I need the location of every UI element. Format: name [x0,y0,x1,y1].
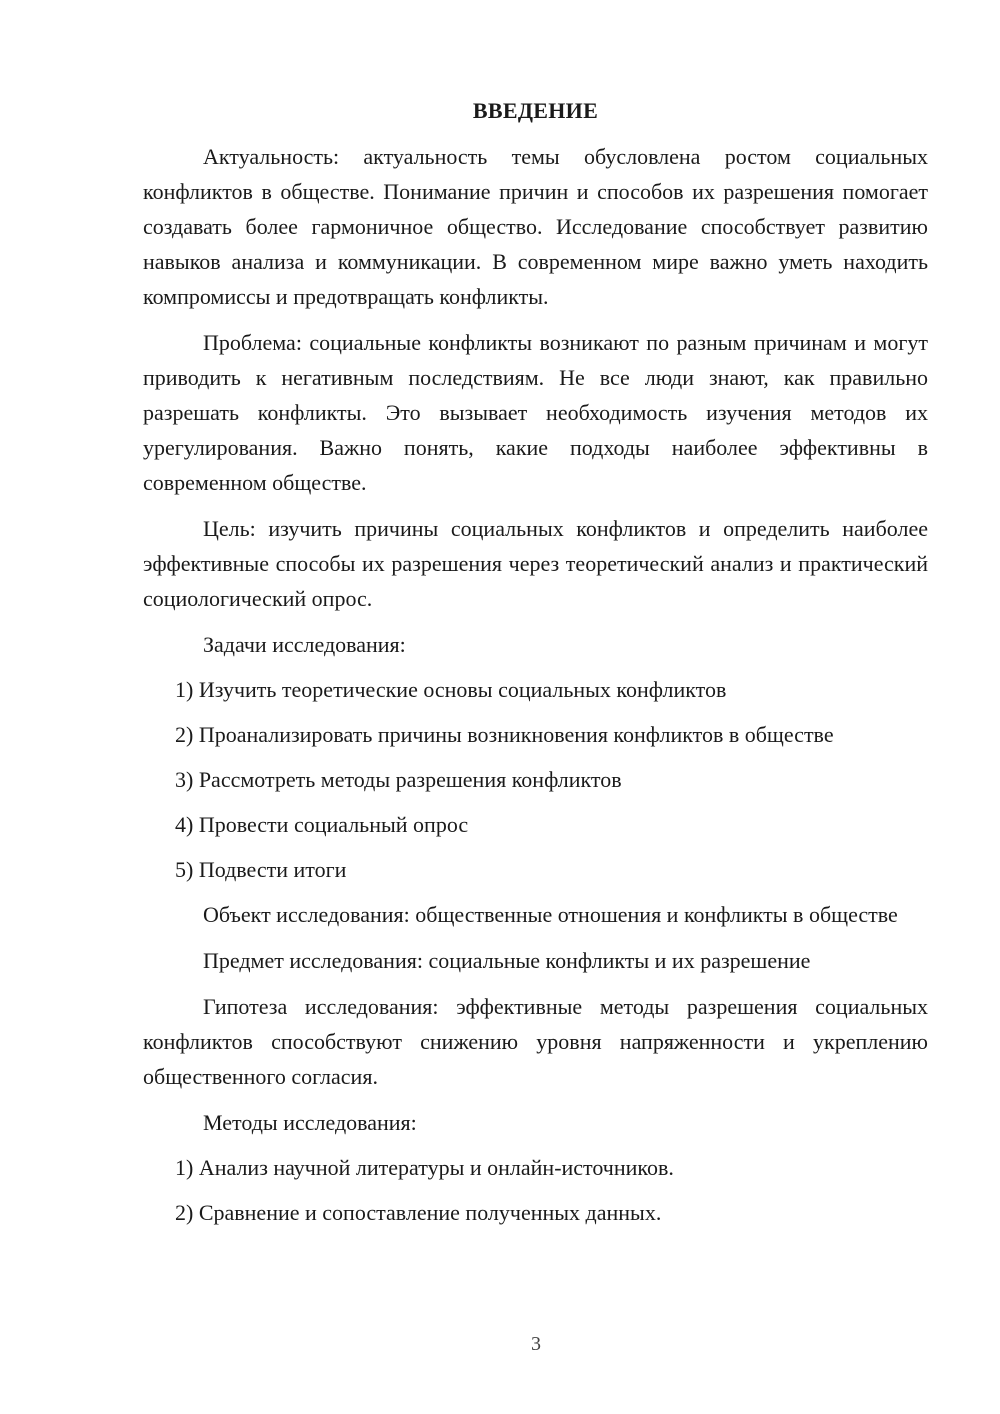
document-page [143,96,928,1240]
object-paragraph: Объект исследования: общественные отношения и конфликты в обществе [203,902,898,927]
list-item: 1) Изучить теоретические основы социальных конфликтов [175,677,727,702]
hypothesis-paragraph: Гипотеза исследования: эффективные методы разрешения социальных конфликтов способствуют снижению уровня напряженности и укреплению общественного согласия. [143,994,928,1089]
tasks-heading: Задачи исследования: [203,632,406,657]
tasks-list [143,672,928,887]
methods-heading: Методы исследования: [203,1110,417,1135]
page-title: ВВЕДЕНИЕ [472,98,599,123]
goal-paragraph: Цель: изучить причины социальных конфликтов и определить наиболее эффективные способы их разрешения через теоретический анализ и практический социологический опрос. [143,516,928,611]
list-item: 3) Рассмотреть методы разрешения конфликтов [175,767,622,792]
relevance-paragraph: Актуальность: актуальность темы обусловлена ростом социальных конфликтов в обществе. Понимание причин и способов их разрешения помогает создавать более гармоничное общество. Исследование способствует развитию навыков анализа и коммуникации. В современном мире важно уметь находить компромиссы и предотвращать конфликты. [143,144,928,309]
list-item: 1) Анализ научной литературы и онлайн-источников. [175,1155,674,1180]
methods-list [143,1150,928,1230]
list-item: 2) Сравнение и сопоставление полученных данных. [175,1200,662,1225]
problem-paragraph: Проблема: социальные конфликты возникают по разным причинам и могут приводить к негативным последствиям. Не все люди знают, как правильно разрешать конфликты. Это вызывает необходимость изучения методов их урегулирования. Важно понять, какие подходы наиболее эффективны в современном обществе. [143,330,928,495]
subject-paragraph: Предмет исследования: социальные конфликты и их разрешение [203,948,811,973]
list-item: 5) Подвести итоги [175,857,347,882]
list-item: 2) Проанализировать причины возникновения конфликтов в обществе [175,722,834,747]
list-item: 4) Провести социальный опрос [175,812,469,837]
page-number: 3 [531,1333,541,1355]
